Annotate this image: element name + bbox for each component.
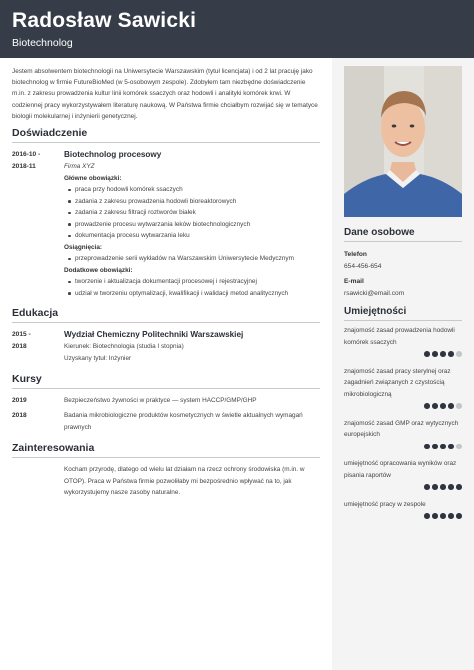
skill-dot-filled (440, 444, 446, 450)
course-entry (12, 410, 320, 433)
courses-heading: Kursy (12, 373, 320, 389)
skill-dot-filled (424, 444, 430, 450)
skill-dot-empty (456, 403, 462, 409)
skill-dot-empty (456, 351, 462, 357)
skill-item (344, 458, 462, 490)
list-item: udział w tworzeniu optymalizacji, kwalifikacji i walidacji metod analitycznych (64, 288, 320, 300)
course-text: Badania mikrobiologiczne produktów kosmetycznych w świetle aktualnych wymagań prawnych (64, 412, 303, 431)
education-entry (12, 329, 320, 364)
experience-job-title: Biotechnolog procesowy (64, 150, 162, 160)
skill-dot-filled (440, 484, 446, 490)
skill-dot-filled (432, 403, 438, 409)
education-date-end: 2018 (12, 343, 27, 351)
personal-heading: Dane osobowe (344, 227, 462, 242)
experience-section (12, 127, 320, 299)
list-item: tworzenie i aktualizacja dokumentacji procesowej i rejestracyjnej (64, 276, 320, 288)
courses-section (12, 373, 320, 433)
skill-dot-filled (456, 513, 462, 519)
skill-dot-filled (432, 513, 438, 519)
experience-heading: Doświadczenie (12, 127, 320, 143)
interests-section (12, 442, 320, 499)
skill-level (344, 403, 462, 409)
skill-dot-filled (440, 351, 446, 357)
experience-dates (12, 149, 64, 299)
skill-name: znajomość zasad pracy sterylnej oraz zagadnień związanych z czystością mikrobiologiczną (344, 367, 451, 398)
course-text: Bezpieczeństwo żywności w praktyce — system HACCP/GMP/GHP (64, 397, 257, 405)
achievements-list (64, 253, 320, 265)
education-heading: Edukacja (12, 307, 320, 323)
skill-item (344, 325, 462, 357)
skill-item (344, 499, 462, 519)
experience-date-end: 2018-11 (12, 163, 36, 171)
skill-item (344, 418, 462, 450)
course-entry (12, 395, 320, 407)
skill-dot-filled (424, 513, 430, 519)
achievements-heading: Osiągnięcia: (64, 243, 103, 251)
list-item: przeprowadzenie serii wykładów na Warszawskim Uniwersytecie Medycznym (64, 253, 320, 265)
phone-value: 654-456-654 (344, 263, 382, 270)
skill-dot-filled (448, 484, 454, 490)
skill-level (344, 351, 462, 357)
list-item: dokumentacja procesu wytwarzania leku (64, 230, 320, 242)
skill-level (344, 444, 462, 450)
resume-header (0, 0, 474, 58)
course-year: 2019 (12, 397, 27, 405)
list-item: praca przy hodowli komórek ssaczych (64, 184, 320, 196)
extra-duties-heading: Dodatkowe obowiązki: (64, 266, 133, 274)
skill-dot-filled (456, 484, 462, 490)
interests-text: Kocham przyrodę, dlatego od wielu lat działam na rzecz ochrony środowiska (m.in. w OTOP). Praca w Państwa firmie pozwoliłaby mi bezpośrednio wpływać na to, jak wykorzystujemy nasze zasoby naturalne. (64, 466, 305, 497)
skill-dot-empty (456, 444, 462, 450)
skill-name: umiejętność opracowania wyników oraz pisania raportów (344, 460, 457, 479)
experience-details (64, 149, 320, 299)
education-school: Wydział Chemiczny Politechniki Warszawskiej (64, 330, 244, 340)
profile-photo (344, 66, 462, 217)
interests-heading: Zainteresowania (12, 442, 320, 458)
skill-dot-filled (432, 444, 438, 450)
experience-date-start: 2016-10 - (12, 151, 41, 159)
experience-company: Firma XYZ (64, 163, 95, 171)
skills-section (344, 306, 462, 519)
experience-entry (12, 149, 320, 299)
skill-dot-filled (448, 513, 454, 519)
education-date-start: 2015 - (12, 331, 31, 339)
skill-dot-filled (424, 351, 430, 357)
education-section (12, 307, 320, 364)
skill-item (344, 366, 462, 409)
list-item: zadania z zakresu filtracji roztworów białek (64, 207, 320, 219)
skill-level (344, 484, 462, 490)
skill-dot-filled (448, 351, 454, 357)
person-name: Radosław Sawicki (12, 9, 197, 32)
skill-dot-filled (424, 484, 430, 490)
skill-dot-filled (424, 403, 430, 409)
skill-dot-filled (432, 351, 438, 357)
education-dates (12, 329, 64, 364)
portrait-image (344, 66, 462, 217)
skill-dot-filled (448, 403, 454, 409)
extra-duties-list (64, 276, 320, 299)
skills-heading: Umiejętności (344, 306, 462, 321)
skill-dot-filled (440, 513, 446, 519)
skill-level (344, 513, 462, 519)
main-column (12, 66, 320, 499)
list-item: prowadzenie procesu wytwarzania leków biotechnologicznych (64, 219, 320, 231)
duties-list (64, 184, 320, 242)
skill-name: umiejętność pracy w zespole (344, 500, 426, 508)
skill-dot-filled (440, 403, 446, 409)
profile-summary: Jestem absolwentem biotechnologii na Uniwersytecie Warszawskim (tytuł licencjata) i od 2 lat pracuję jako biotechnolog w firmie FutureBioMed (w 5-osobowym zespole). Zdobyłem tam niezbędne doświadczenie m.in. z zakresu prowadzenia kultur linii komórek ssaczych oraz hodowli i analityki komórek krwi. W codziennej pracy wykorzystywałem literaturę naukową. W Państwa firmie chciałbym rozwijać się w tematyce biologii molekularnej i inżynierii genetycznej. (12, 68, 318, 120)
education-details (64, 329, 320, 364)
list-item: zadania z zakresu prowadzenia hodowli bioreaktorowych (64, 196, 320, 208)
skill-name: znajomość zasad prowadzenia hodowli komórek ssaczych (344, 327, 455, 346)
skill-dot-filled (432, 484, 438, 490)
skill-dot-filled (448, 444, 454, 450)
phone-label: Telefon (344, 251, 367, 258)
email-label: E-mail (344, 278, 364, 285)
interests-entry (12, 464, 320, 499)
email-value: rsawicki@email.com (344, 290, 405, 297)
education-field: Kierunek: Biotechnologia (studia I stopnia) (64, 343, 184, 351)
skills-list (344, 325, 462, 519)
course-year: 2018 (12, 412, 27, 420)
personal-section (344, 227, 462, 297)
skill-name: znajomość zasad GMP oraz wytycznych europejskich (344, 419, 459, 439)
person-job-title: Biotechnolog (12, 37, 73, 49)
education-degree: Uzyskany tytuł: Inżynier (64, 354, 132, 362)
duties-heading: Główne obowiązki: (64, 174, 122, 182)
